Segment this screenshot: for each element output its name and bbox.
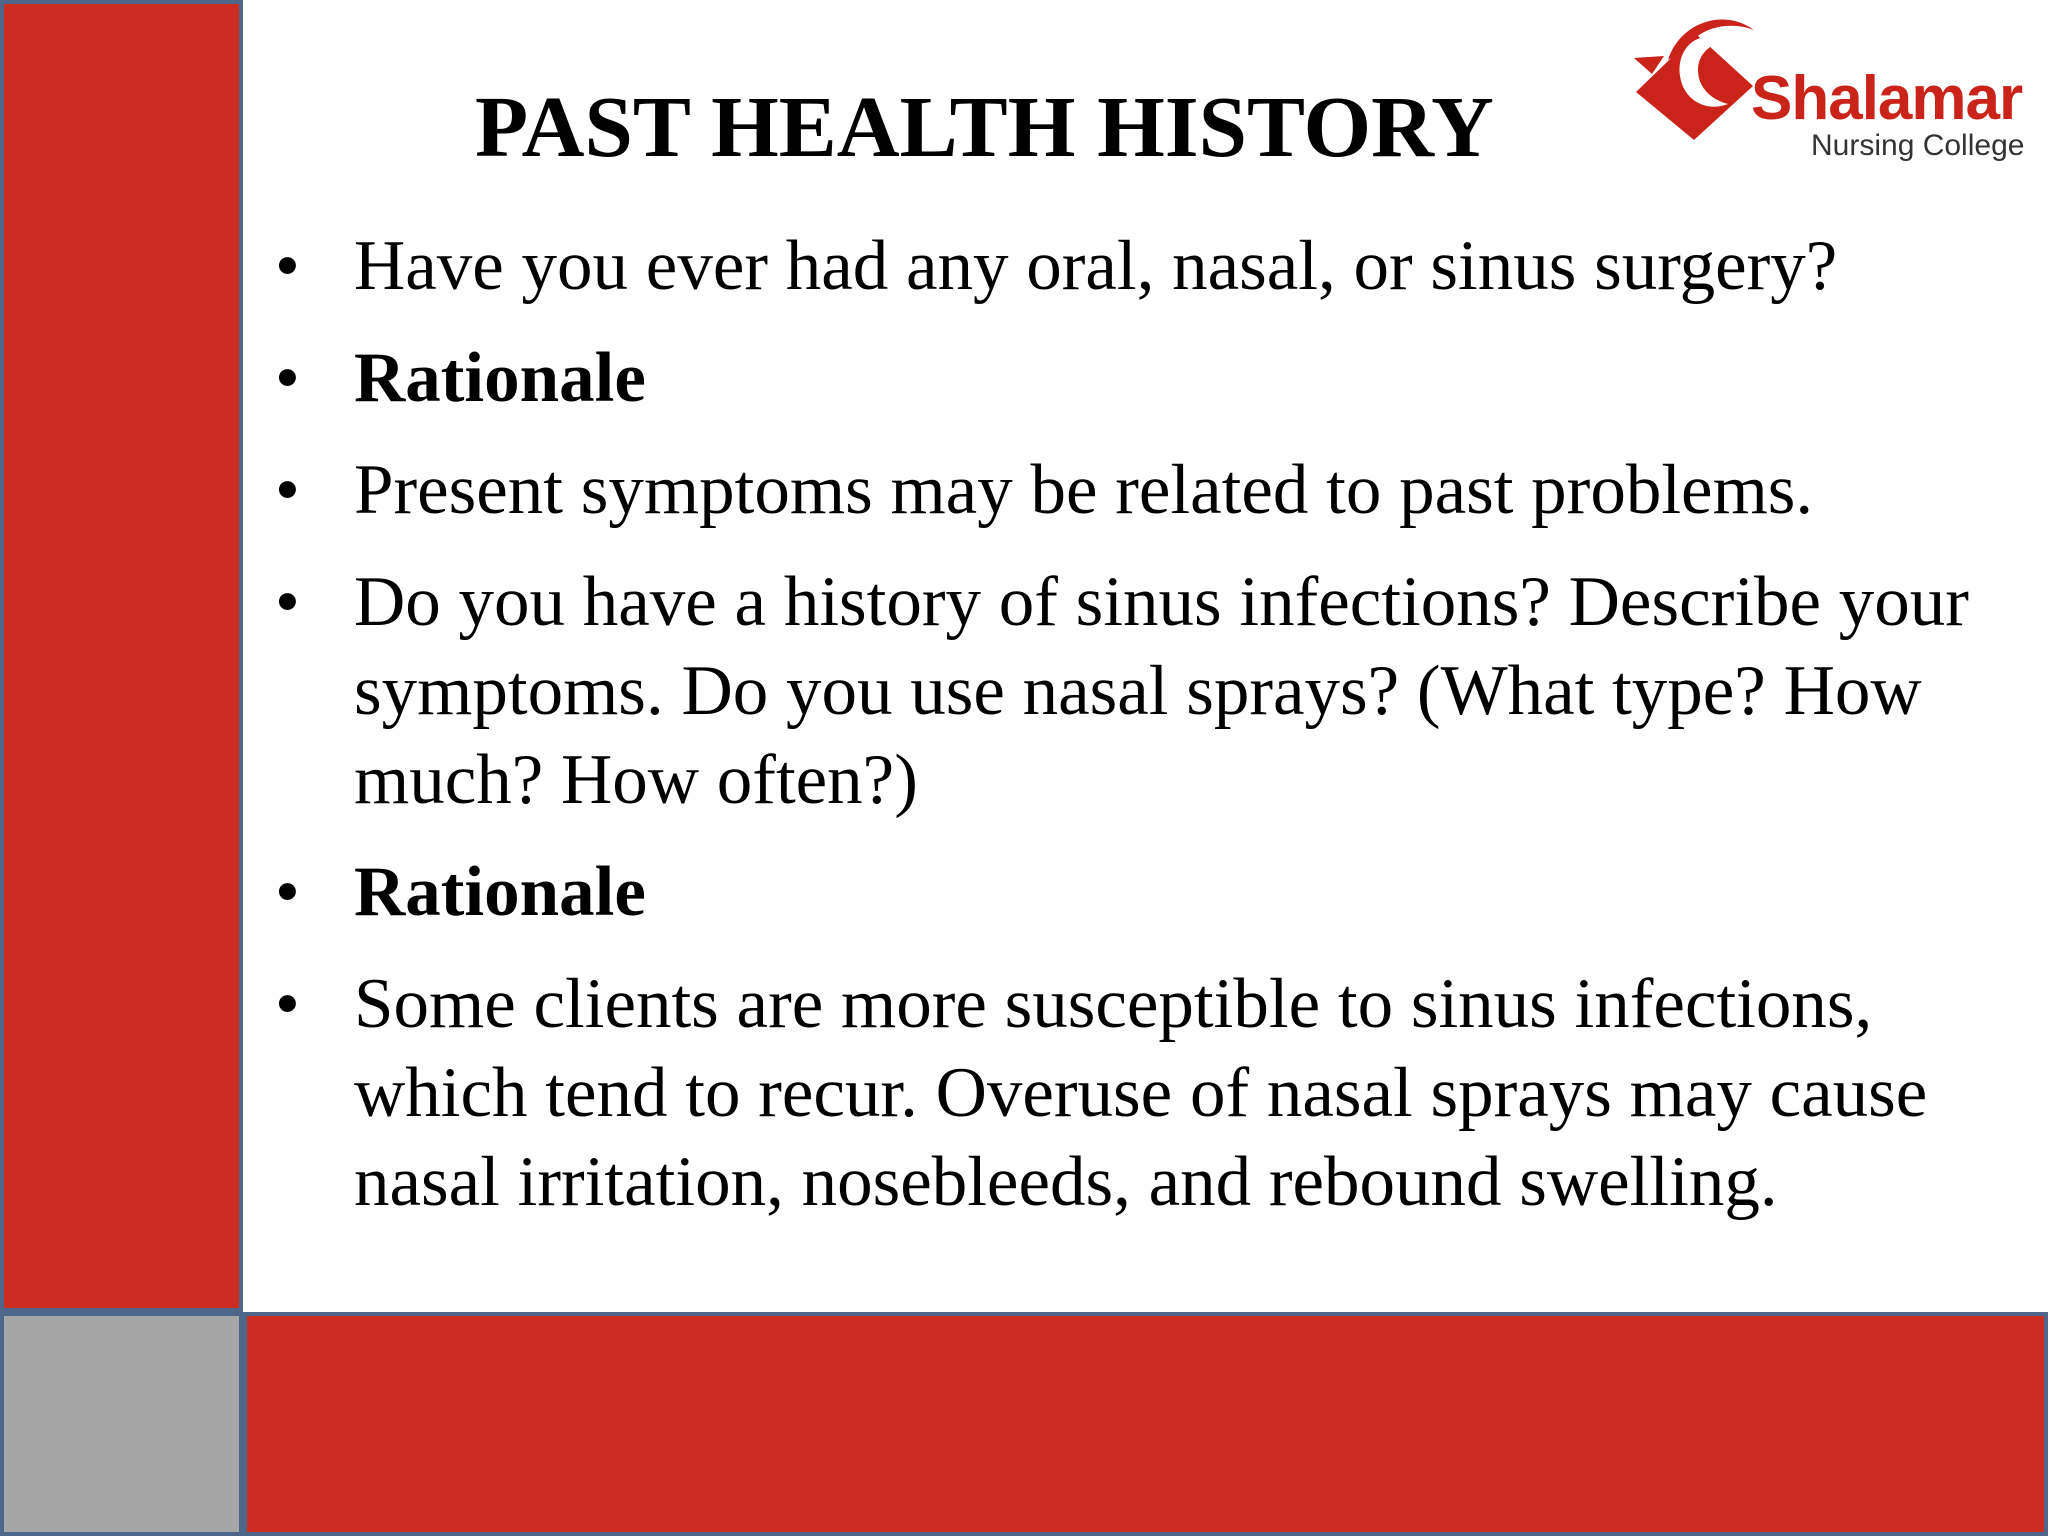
list-item	[270, 222, 2030, 311]
logo-name: Shalamar	[1751, 64, 2023, 133]
list-item	[270, 334, 2030, 423]
bullet-icon: •	[275, 227, 300, 305]
bullet-icon: •	[275, 339, 300, 417]
slide-title: PAST HEALTH HISTORY	[475, 78, 1494, 175]
list-item	[270, 558, 2030, 825]
list-item	[270, 960, 2030, 1227]
logo-emblem-icon	[1628, 0, 1758, 150]
bullet-text: Rationale	[354, 853, 646, 931]
left-red-bar	[0, 0, 243, 1312]
logo-subtitle: Nursing College	[1811, 129, 2025, 162]
bottom-red-bar	[243, 1312, 2048, 1536]
bullet-text: Have you ever had any oral, nasal, or sinus surgery?	[354, 227, 1838, 305]
list-item	[270, 848, 2030, 937]
list-item	[270, 446, 2030, 535]
bullet-icon: •	[275, 853, 300, 931]
bullet-icon: •	[275, 563, 300, 641]
bullet-text: Do you have a history of sinus infections? Describe your symptoms. Do you use nasal sprays? (What type? How much? How often?)	[354, 563, 1969, 819]
bullet-text: Rationale	[354, 339, 646, 417]
bullet-icon: •	[275, 451, 300, 529]
bullet-icon: •	[275, 965, 300, 1043]
bullet-text: Some clients are more susceptible to sinus infections, which tend to recur. Overuse of nasal sprays may cause nasal irritation, nosebleeds, and rebound swelling.	[354, 965, 1928, 1221]
bullet-list	[270, 222, 2030, 1250]
corner-gray-block	[0, 1312, 243, 1536]
college-logo	[1628, 0, 2038, 175]
bullet-text: Present symptoms may be related to past problems.	[354, 451, 1814, 529]
